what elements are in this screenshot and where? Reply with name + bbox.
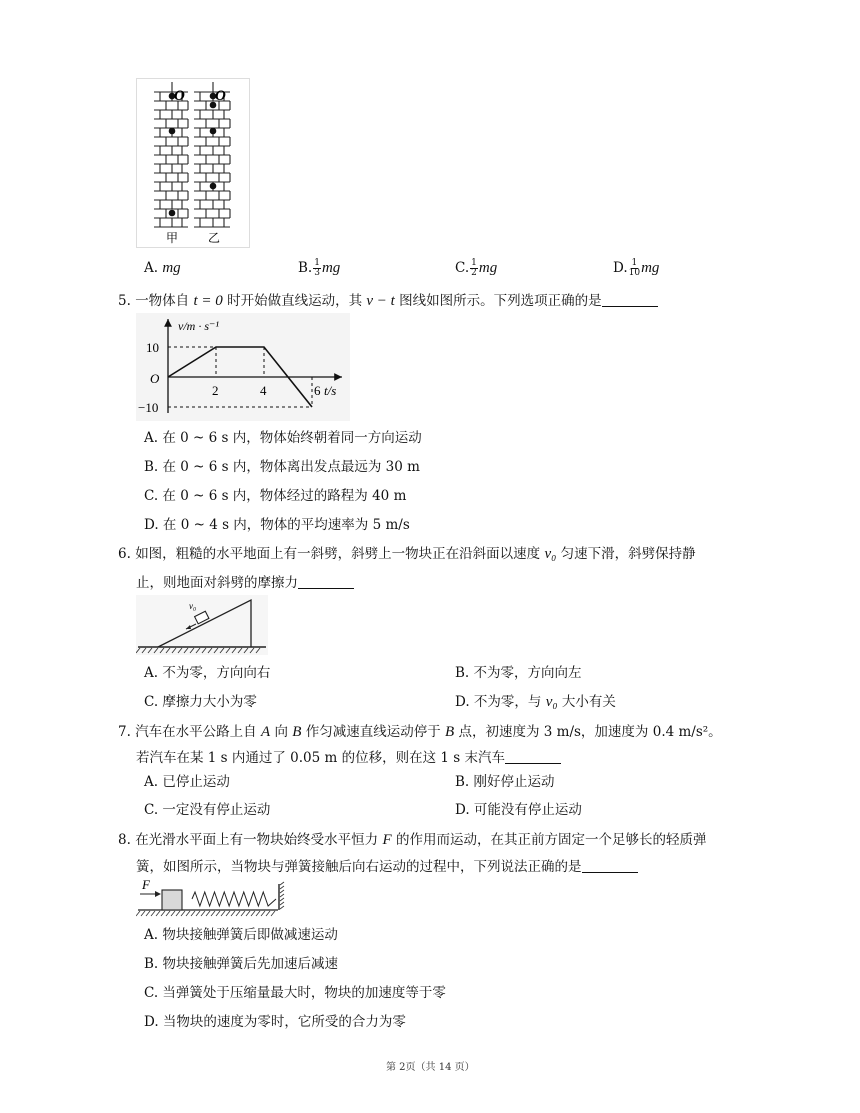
q8-option-c: C. 当弹簧处于压缩量最大时，物块的加速度等于零 bbox=[144, 985, 446, 1001]
ball-jia-3 bbox=[169, 210, 176, 217]
fraction-one-tenth: $\frac{1}{10}$ bbox=[628, 258, 641, 278]
q4-option-d: D. $\frac{1}{10}$ mg bbox=[613, 258, 660, 278]
answer-blank bbox=[298, 574, 354, 589]
x-tick-4: 4 bbox=[260, 383, 267, 398]
spring-figure bbox=[136, 878, 288, 922]
q5-stem: 5. 一物体自 t = 0 时开始做直线运动，其 v − t 图线如图所示。下列选项正确的是 bbox=[118, 291, 658, 311]
answer-blank bbox=[505, 749, 561, 764]
q6-option-b: B. 不为零，方向向左 bbox=[455, 665, 582, 681]
fraction-one-half: $\frac{1}{2}$ bbox=[471, 258, 477, 278]
q8-option-d: D. 当物块的速度为零时，它所受的合力为零 bbox=[144, 1014, 406, 1030]
q6-stem-line1: 6. 如图，粗糙的水平地面上有一斜劈，斜劈上一物块正在沿斜面以速度 v₀ 匀速下滑，斜劈保持静 bbox=[118, 546, 696, 562]
ball-jia-2 bbox=[169, 128, 176, 135]
vt-chart bbox=[136, 313, 350, 421]
q7-option-b: B. 刚好停止运动 bbox=[455, 774, 555, 790]
ball-yi-4 bbox=[210, 183, 217, 190]
q7-option-a: A. 已停止运动 bbox=[144, 774, 230, 790]
label-jia: 甲 bbox=[166, 231, 179, 245]
y-axis-label: v/m · s⁻¹ bbox=[178, 319, 219, 333]
q5-option-b: B. 在 0 ~ 6 s 内，物体离出发点最远为 30 m bbox=[144, 459, 420, 475]
page-footer: 第 2页（共 14 页） bbox=[386, 1062, 475, 1073]
fraction-one-third: $\frac{1}{3}$ bbox=[314, 258, 320, 278]
q4-option-c: C. $\frac{1}{2}$ mg bbox=[455, 258, 498, 278]
brick-wall-svg bbox=[136, 78, 250, 248]
q8-stem-line1: 8. 在光滑水平面上有一物块始终受水平恒力 F 的作用而运动，在其正前方固定一个足够长的轻质弹 bbox=[118, 832, 707, 848]
q7-stem-line2: 若汽车在某 1 s 内通过了 0.05 m 的位移，则在这 1 s 末汽车 bbox=[136, 748, 561, 768]
spring-svg bbox=[136, 878, 288, 922]
q6-option-a: A. 不为零，方向向右 bbox=[144, 665, 271, 681]
y-tick-neg10: −10 bbox=[138, 400, 159, 415]
q6-option-c: C. 摩擦力大小为零 bbox=[144, 694, 257, 710]
q7-stem-line1: 7. 汽车在水平公路上自 A 向 B 作匀减速直线运动停于 B 点，初速度为 3 m/s，加速度为 0.4 m/s²。 bbox=[118, 724, 722, 740]
ball-yi-3 bbox=[210, 128, 217, 135]
incline-figure bbox=[136, 595, 268, 655]
spring bbox=[192, 892, 276, 906]
force-label: F bbox=[142, 878, 150, 892]
x-tick-2: 2 bbox=[212, 383, 219, 398]
q6-option-d: D. 不为零，与 v₀ 大小有关 bbox=[455, 694, 616, 710]
v0-label: v₀ bbox=[189, 601, 197, 611]
q5-option-a: A. 在 0 ~ 6 s 内，物体始终朝着同一方向运动 bbox=[144, 430, 422, 446]
q5-option-c: C. 在 0 ~ 6 s 内，物体经过的路程为 40 m bbox=[144, 488, 407, 504]
q8-option-a: A. 物块接触弹簧后即做减速运动 bbox=[144, 927, 338, 943]
q5-option-d: D. 在 0 ~ 4 s 内，物体的平均速率为 5 m/s bbox=[144, 517, 410, 533]
vt-chart-svg bbox=[136, 313, 350, 421]
label-o-jia: O bbox=[174, 88, 185, 104]
q6-stem-line2: 止，则地面对斜劈的摩擦力 bbox=[136, 573, 354, 593]
q4-option-b: B. $\frac{1}{3}$ mg bbox=[298, 258, 341, 278]
y-tick-10: 10 bbox=[146, 340, 159, 355]
label-o-yi: O bbox=[215, 88, 226, 104]
answer-blank bbox=[582, 858, 638, 873]
block bbox=[162, 890, 182, 910]
q7-option-d: D. 可能没有停止运动 bbox=[455, 802, 582, 818]
label-yi: 乙 bbox=[208, 231, 221, 245]
q7-option-c: C. 一定没有停止运动 bbox=[144, 802, 271, 818]
answer-blank bbox=[602, 292, 658, 307]
x-tick-6: 6 bbox=[314, 383, 321, 398]
q4-option-a: A. mg bbox=[144, 260, 181, 276]
brick-wall-figure bbox=[136, 78, 250, 248]
q8-option-b: B. 物块接触弹簧后先加速后减速 bbox=[144, 956, 339, 972]
origin-label: O bbox=[150, 371, 160, 386]
incline-svg bbox=[136, 595, 268, 655]
q8-stem-line2: 簧，如图所示，当物块与弹簧接触后向右运动的过程中，下列说法正确的是 bbox=[136, 857, 638, 877]
x-axis-label: t/s bbox=[324, 383, 337, 398]
